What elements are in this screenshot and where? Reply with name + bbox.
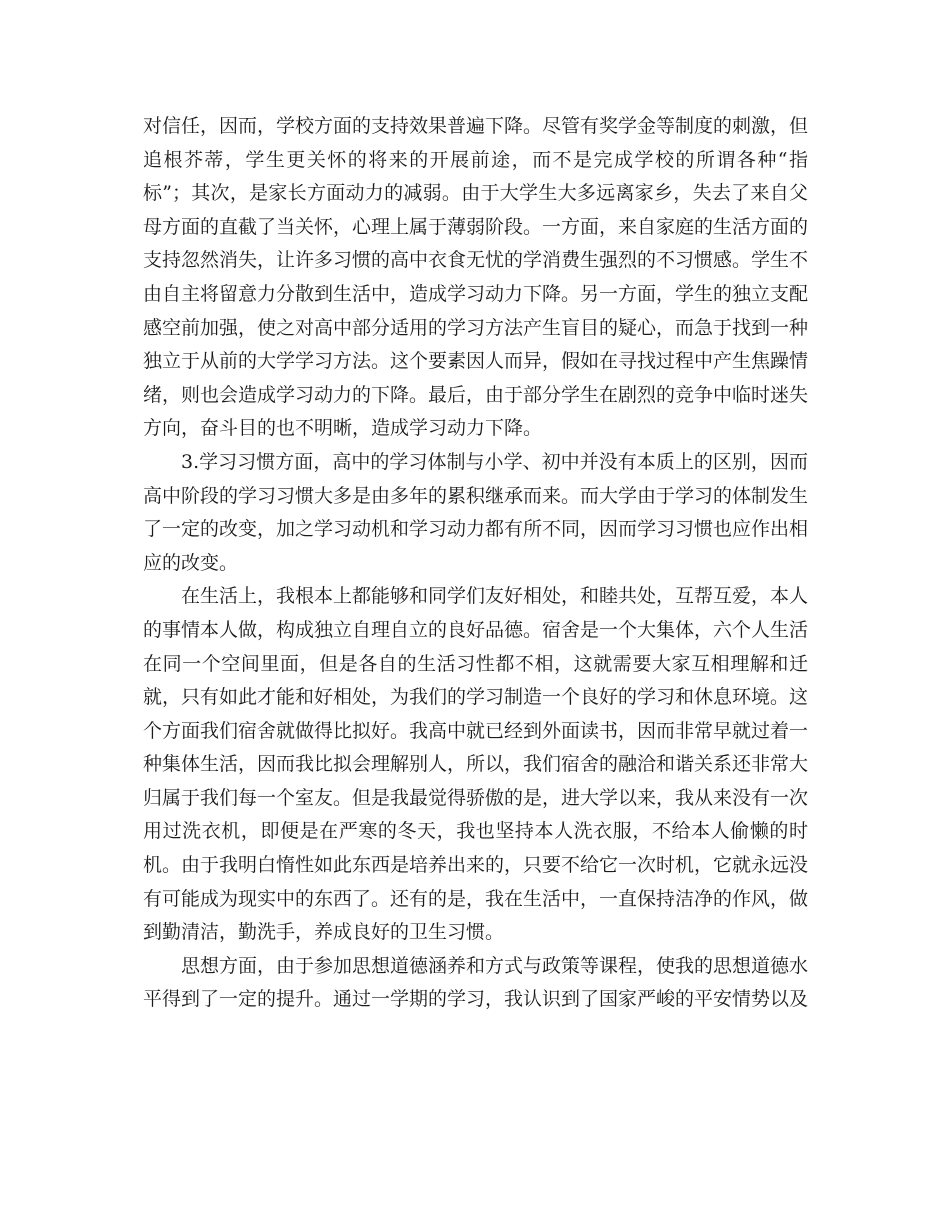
paragraph-3: 在生活上，我根本上都能够和同学们友好相处，和睦共处，互帮互爱，本人的事情本人做，构成独立自理自立的良好品德。宿舍是一个大集体，六个人生活在同一个空间里面，但是各自的生活习性都不相，这就需要大家互相理解和迁就，只有如此才能和好相处，为我们的学习制造一个良好的学习和休息环境。这个方面我们宿舍就做得比拟好。我高中就已经到外面读书，因而非常早就过着一种集体生活，因而我比拟会理解别人，所以，我们宿舍的融洽和谐关系还非常大归属于我们每一个室友。但是我最觉得骄傲的是，进大学以来，我从来没有一次用过洗衣机，即便是在严寒的冬天，我也坚持本人洗衣服，不给本人偷懒的时机。由于我明白惰性如此东西是培养出来的，只要不给它一次时机，它就永远没有可能成为现实中的东西了。还有的是，我在生活中，一直保持洁净的作风，做到勤清洁，勤洗手，养成良好的卫生习惯。 bbox=[143, 585, 809, 944]
paragraph-1: 对信任，因而，学校方面的支持效果普遍下降。尽管有奖学金等制度的刺激，但追根芥蒂，学生更关怀的将来的开展前途，而不是完成学校的所谓各种“指标”；其次，是家长方面动力的减弱。由于大学生大多远离家乡，失去了来自父母方面的直截了当关怀，心理上属于薄弱阶段。一方面，来自家庭的生活方面的支持忽然消失，让许多习惯的高中衣食无忧的学消费生强烈的不习惯感。学生不由自主将留意力分散到生活中，造成学习动力下降。另一方面，学生的独立支配感空前加强，使之对高中部分适用的学习方法产生盲目的疑心，而急于找到一种独立于从前的大学学习方法。这个要素因人而异，假如在寻找过程中产生焦躁情绪，则也会造成学习动力的下降。最后，由于部分学生在剧烈的竞争中临时迷失方向，奋斗目的也不明晰，造成学习动力下降。 bbox=[143, 115, 809, 440]
document-body bbox=[143, 110, 808, 1017]
paragraph-2: 3.学习习惯方面，高中的学习体制与小学、初中并没有本质上的区别，因而高中阶段的学习习惯大多是由多年的累积继承而来。而大学由于学习的体制发生了一定的改变，加之学习动机和学习动力都有所不同，因而学习习惯也应作出相应的改变。 bbox=[143, 450, 809, 574]
paragraph-4: 思想方面，由于参加思想道德涵养和方式与政策等课程，使我的思想道德水平得到了一定的提升。通过一学期的学习，我认识到了国家严峻的平安情势以及 bbox=[143, 954, 809, 1011]
